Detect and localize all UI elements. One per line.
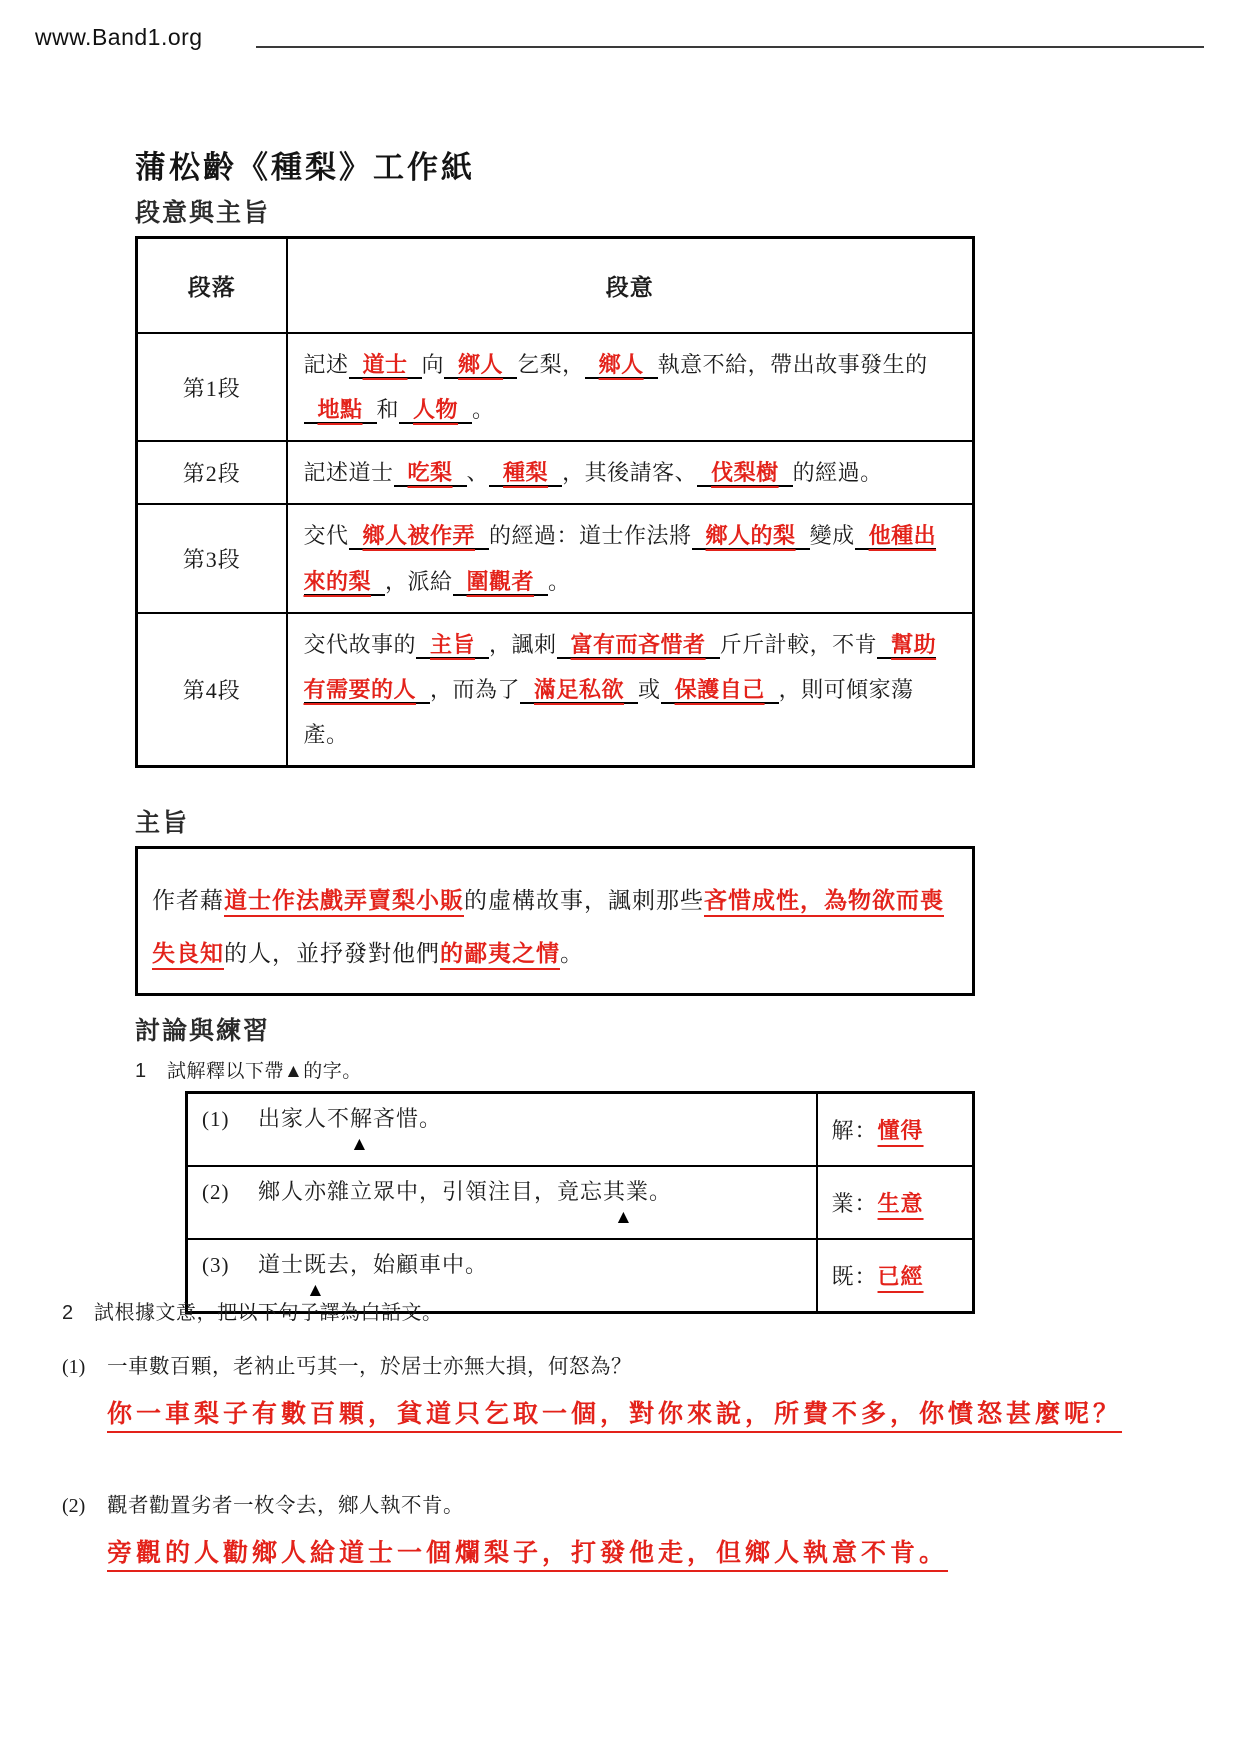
answer-blank	[394, 460, 467, 487]
definition-answer-cell	[817, 1092, 974, 1166]
column-header-meaning: 段意	[287, 237, 974, 333]
paragraph-label: 第2段	[137, 441, 287, 504]
definition-sentence: 鄉人亦雜立眾中，引領注目，竟忘其業。	[258, 1178, 673, 1204]
translation-item	[62, 1349, 1172, 1442]
worksheet-text: 乞梨，	[517, 352, 585, 378]
definition-sentence: 道士既去，始顧車中。	[258, 1251, 489, 1277]
filled-answer: 滿足私欲	[534, 676, 625, 702]
worksheet-text: 的經過。	[792, 460, 883, 486]
filled-answer: 富有而吝惜者	[570, 631, 706, 657]
worksheet-text: 作者藉	[152, 887, 224, 913]
filled-answer: 人物	[413, 397, 459, 423]
worksheet-text: 。	[472, 397, 495, 423]
definition-sentence-cell	[187, 1166, 817, 1239]
filled-answer: 種梨	[503, 460, 549, 486]
filled-answer: 他種出來的梨	[303, 523, 937, 594]
answer-blank	[585, 352, 658, 379]
filled-answer: 懂得	[877, 1117, 924, 1143]
item-number: (1)	[62, 1356, 86, 1378]
paragraph-table-row	[137, 333, 974, 441]
worksheet-text: 斤斤計較，不肯	[719, 631, 878, 657]
paragraph-meaning-table	[135, 236, 975, 768]
filled-answer: 生意	[877, 1190, 924, 1216]
worksheet-text: ，其後請客、	[562, 460, 698, 486]
worksheet-text: ，諷刺	[489, 631, 557, 657]
worksheet-text: 的人，並抒發對他們	[224, 940, 440, 966]
worksheet-text: 的虛構故事，諷刺那些	[464, 887, 704, 913]
worksheet-text: 變成	[809, 523, 855, 549]
triangle-marker-icon: ▲	[614, 1206, 633, 1228]
translation-item	[62, 1488, 1172, 1581]
filled-answer: 主旨	[430, 631, 476, 657]
filled-answer: 道士作法戲弄賣梨小販	[224, 887, 464, 913]
answer-blank	[349, 352, 422, 379]
filled-answer: 吝惜成性，為物欲而喪失良知	[152, 887, 944, 966]
paragraph-section-heading: 段意與主旨	[135, 198, 271, 227]
worksheet-body	[135, 150, 975, 1314]
paragraph-meaning-cell	[287, 613, 974, 767]
worksheet-text: 記述道士	[303, 460, 394, 486]
worksheet-text: 或	[638, 676, 661, 702]
classical-sentence: 觀者勸置劣者一枚令去，鄉人執不肯。	[107, 1495, 464, 1517]
column-header-paragraph: 段落	[137, 237, 287, 333]
header-rule	[256, 46, 1204, 48]
filled-answer: 圍觀者	[466, 568, 535, 594]
definition-row	[187, 1166, 974, 1239]
discussion-section-heading: 討論與練習	[135, 1016, 271, 1045]
definition-answer-cell	[817, 1166, 974, 1239]
worksheet-text: 交代故事的	[303, 631, 417, 657]
answer-blank	[416, 632, 489, 659]
worksheet-text: 和	[376, 397, 400, 423]
question-1-prompt: 試解釋以下帶▲的字。	[167, 1060, 362, 1082]
worksheet-text: ，派給	[385, 568, 453, 594]
triangle-marker-icon: ▲	[306, 1279, 325, 1301]
translation-sentence-line	[62, 1349, 1172, 1379]
definition-sentence-line	[202, 1248, 802, 1279]
definition-table	[185, 1091, 975, 1314]
filled-answer: 地點	[317, 397, 363, 423]
question-2-number: 2	[62, 1302, 74, 1324]
theme-section-heading: 主旨	[135, 808, 190, 837]
filled-answer: 鄉人的梨	[705, 523, 796, 549]
question-1-header	[135, 1056, 975, 1083]
filled-answer: 伐梨樹	[711, 460, 779, 486]
worksheet-text: 的經過：道士作法將	[489, 523, 692, 549]
paragraph-label: 第3段	[137, 504, 287, 612]
paragraph-table-row	[137, 504, 974, 612]
worksheet-text: 。	[560, 940, 584, 966]
answer-blank	[520, 677, 638, 704]
worksheet-text: 交代	[303, 523, 349, 549]
definition-sentence: 出家人不解吝惜。	[258, 1105, 443, 1131]
answer-blank	[661, 677, 779, 704]
translation-answer: 你一車梨子有數百顆，貧道只乞取一個，對你來說，所費不多，你憤怒甚麼呢？	[107, 1401, 1123, 1428]
item-number: (3)	[202, 1252, 230, 1277]
worksheet-text: 向	[421, 352, 445, 378]
paragraph-label: 第4段	[137, 613, 287, 767]
filled-answer: 已經	[877, 1263, 924, 1289]
worksheet-text: 。	[548, 568, 571, 594]
filled-answer: 鄉人	[598, 352, 644, 378]
item-number: (1)	[202, 1106, 230, 1131]
marker-line	[350, 1133, 802, 1161]
question-2-header	[62, 1296, 1172, 1325]
worksheet-text: 執意不給，帶出故事發生的	[657, 352, 928, 378]
worksheet-text: ，則可傾家蕩產。	[303, 676, 914, 747]
filled-answer: 吃梨	[407, 460, 453, 486]
definition-sentence-cell	[187, 1092, 817, 1166]
answer-blank	[399, 397, 472, 424]
filled-answer: 鄉人被作弄	[362, 523, 476, 549]
question-1-number: 1	[135, 1059, 147, 1082]
answer-blank	[444, 352, 517, 379]
definition-sentence-line	[202, 1175, 802, 1206]
paragraph-meaning-cell	[287, 333, 974, 441]
filled-answer: 的鄙夷之情	[440, 940, 560, 966]
answer-label: 解：	[831, 1117, 878, 1143]
answer-blank	[697, 460, 793, 487]
answer-blank	[349, 523, 490, 550]
definition-row	[187, 1092, 974, 1166]
item-number: (2)	[62, 1495, 86, 1517]
item-number: (2)	[202, 1179, 230, 1204]
question-2-prompt: 試根據文意，把以下句子譯為白話文。	[94, 1302, 443, 1324]
question-2-block	[62, 1296, 1172, 1581]
site-label: www.Band1.org	[35, 24, 203, 50]
paragraph-table-row	[137, 441, 974, 504]
paragraph-meaning-cell	[287, 441, 974, 504]
page-title: 蒲松齡《種梨》工作紙	[135, 150, 475, 185]
worksheet-text: 、	[466, 460, 490, 486]
answer-label: 既：	[831, 1263, 878, 1289]
paragraph-table-header-row	[137, 237, 974, 333]
filled-answer: 幫助有需要的人	[303, 631, 937, 702]
paragraph-table-row	[137, 613, 974, 767]
answer-blank	[489, 460, 562, 487]
answer-label: 業：	[831, 1190, 878, 1216]
theme-box	[135, 846, 975, 996]
translation-answer: 旁觀的人勸鄉人給道士一個爛梨子，打發他走，但鄉人執意不肯。	[107, 1540, 949, 1567]
worksheet-text: 記述	[303, 352, 349, 378]
worksheet-text: ，而為了	[430, 676, 521, 702]
marker-line	[614, 1206, 802, 1234]
theme-text	[152, 875, 958, 981]
translation-sentence-line	[62, 1488, 1172, 1518]
answer-blank	[557, 632, 720, 659]
triangle-marker-icon: ▲	[350, 1133, 369, 1155]
definition-sentence-line	[202, 1102, 802, 1133]
paragraph-label: 第1段	[137, 333, 287, 441]
filled-answer: 道士	[362, 352, 408, 378]
classical-sentence: 一車數百顆，老衲止丐其一，於居士亦無大損，何怒為？	[107, 1356, 632, 1378]
answer-blank	[453, 569, 549, 596]
filled-answer: 鄉人	[458, 352, 504, 378]
paragraph-meaning-cell	[287, 504, 974, 612]
answer-blank	[692, 523, 810, 550]
filled-answer: 保護自己	[674, 676, 765, 702]
answer-blank	[304, 397, 377, 424]
